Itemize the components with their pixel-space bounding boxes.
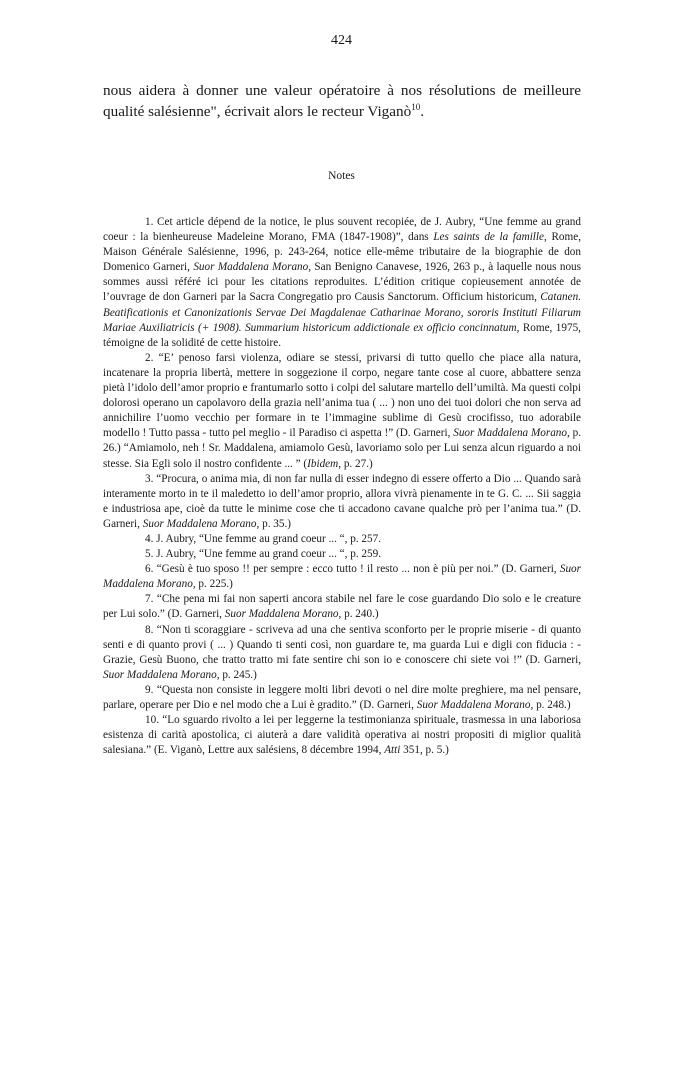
notes-list: [103, 215, 581, 758]
note-4: 4. J. Aubry, “Une femme au grand coeur ... “, p. 257.: [145, 532, 382, 545]
note-6: 6. “Gesù è tuo sposo !! per sempre : ecco tutto ! il resto ... non è più per noi.” (D. Garneri, Suor Maddalena Morano, p. 225.): [103, 563, 581, 591]
intro-text: nous aidera à donner une valeur opératoire à nos résolutions de meilleure qualité salésienne", écrivait alors le recteur Viganò: [103, 82, 581, 120]
note-7: 7. “Che pena mi fai non saperti ancora stabile nel fare le cose guardando Dio solo e le creature per Lui solo.” (D. Garneri, Suor Maddalena Morano, p. 240.): [103, 593, 581, 621]
page-number: 424: [331, 33, 352, 48]
note-2: 2. “E’ penoso farsi violenza, odiare se stessi, privarsi di tutto quello che piace alla natura, incatenare la propria libertà, mettere in soggezione il corpo, negare tante cose al cuore, abbattere senza pietà l’idolo dell’amor proprio e frantumarlo sotto i colpi del salutare martello dell’umiltà. Ma questi colpi dolorosi operano un capolavoro della grazia nell’anima tua ( ... ) non uno dei tuoi dolori che non serva ad annichilire l’uomo vecchio per formare in te l’immagine sublime di Gesù crocifisso, tuo adorabile modello ! Tutto passa - tutto pel meglio - il Paradiso ci aspetta !” (D. Garneri, Suor Maddalena Morano, p. 26.) “Amiamolo, neh ! Sr. Maddalena, amiamolo Gesù, lavoriamo solo per Lui senza alcun riguardo a noi stesse. Sia Egli solo il nostro confidente ... ” (Ibidem, p. 27.): [103, 351, 582, 470]
intro-paragraph: [103, 80, 581, 122]
note-10: 10. “Lo sguardo rivolto a lei per leggerne la testimonianza spirituale, trasmessa in una laboriosa esistenza di carità apostolica, ci aiuterà a dare validità operativa ai nostri propositi di miglior qualità salesiana.” (E. Viganò, Lettre aux salésiens, 8 décembre 1994, Atti 351, p. 5.): [103, 714, 581, 757]
note-8: 8. “Non ti scoraggiare - scriveva ad una che sentiva sconforto per le proprie miserie - di quanto senti e di quanto provi ( ... ) Quando ti senti così, non guardare te, ma guarda Lui e digli con fiducia : - Grazie, Gesù Buono, che tratto tratto mi fate sentire chi son io e conoscere chi siete voi !” (D. Garneri, Suor Maddalena Morano, p. 245.): [103, 623, 581, 681]
note-9: 9. “Questa non consiste in leggere molti libri devoti o nel dire molte preghiere, ma nel pensare, parlare, operare per Dio e nel modo che a Lui è gradito.” (D. Garneri, Suor Maddalena Morano, p. 248.): [103, 683, 581, 711]
note-5: 5. J. Aubry, “Une femme au grand coeur ... “, p. 259.: [145, 548, 382, 561]
note-3: 3. “Procura, o anima mia, di non far nulla di esser indegno di essere offerto a Dio ... Quando sarà interamente morto in te il maledetto io dell’amor proprio, allora vivrà pienamente in te G. C. ... Sii saggia e industriosa ape, cioè da tutte le minime cose che ti accadono cavane qualche prò per l’anima tua.” (D. Garneri, Suor Maddalena Morano, p. 35.): [103, 472, 581, 530]
notes-title: Notes: [328, 170, 355, 182]
footnote-ref: 10: [411, 101, 421, 112]
intro-tail: .: [420, 103, 425, 120]
note-1: 1. Cet article dépend de la notice, le plus souvent recopiée, de J. Aubry, “Une femme au grand coeur : la bienheureuse Madeleine Morano, FMA (1847-1908)”, dans Les saints de la famille, Rome, Maison Générale Salésienne, 1996, p. 243-264, notice elle-même tributaire de la biographie de don Domenico Garneri, Suor Maddalena Morano, San Benigno Canavese, 1926, 263 p., à laquelle nous nous sommes aussi référé ici pour les citations reproduites. L’édition critique copieusement annotée de l’ouvrage de don Garneri par la Sacra Congregatio pro Causis Sanctorum. Officium historicum, Catanen. Beatificationis et Canonizationis Servae Dei Magdalenae Catharinae Morano, sororis Instituti Filiarum Mariae Auxiliatricis (+ 1908). Summarium historicum addictionale ex officio concinnatum, Rome, 1975, témoigne de la solidité de cette histoire.: [103, 216, 581, 349]
